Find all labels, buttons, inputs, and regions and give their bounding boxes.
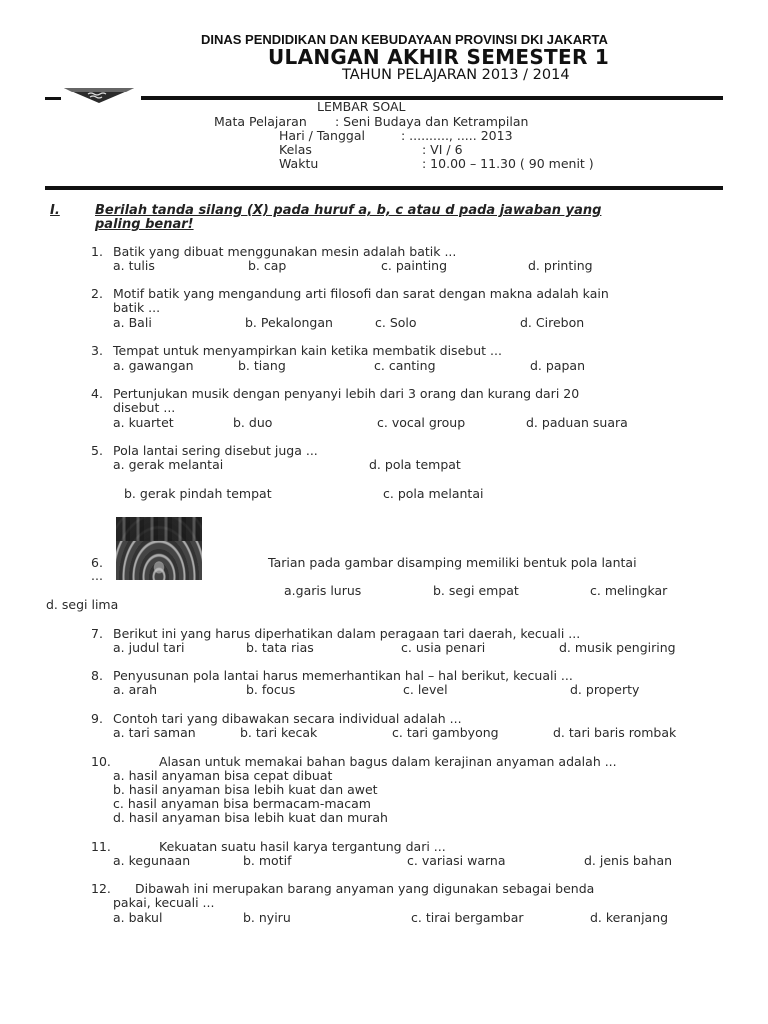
question-text: Pola lantai sering disebut juga ...	[113, 443, 318, 458]
question-number: 1.	[91, 244, 103, 259]
time-label: Waktu	[279, 156, 319, 171]
header-rule-bottom	[45, 186, 723, 190]
question-number: 3.	[91, 343, 103, 358]
option-d[interactable]: d. paduan suara	[526, 415, 628, 430]
option-c[interactable]: c. pola melantai	[383, 486, 484, 501]
option-c[interactable]: c. variasi warna	[407, 853, 506, 868]
option-b[interactable]: b. Pekalongan	[245, 315, 333, 330]
option-c[interactable]: c. melingkar	[590, 583, 668, 598]
option-a[interactable]: a. tulis	[113, 258, 155, 273]
question-text: Motif batik yang mengandung arti filosofi dan sarat dengan makna adalah kain	[113, 286, 609, 301]
time-value: : 10.00 – 11.30 ( 90 menit )	[422, 156, 594, 171]
header-rule-top	[141, 96, 723, 100]
date-label: Hari / Tanggal	[279, 128, 365, 143]
question-number: 2.	[91, 286, 103, 301]
question-text-cont: ...	[91, 568, 103, 583]
option-c[interactable]: c. level	[403, 682, 448, 697]
option-b[interactable]: b. hasil anyaman bisa lebih kuat dan awet	[113, 782, 378, 797]
option-c[interactable]: c. canting	[374, 358, 436, 373]
option-b[interactable]: b. segi empat	[433, 583, 519, 598]
option-b[interactable]: b. nyiru	[243, 910, 291, 925]
option-a[interactable]: a. judul tari	[113, 640, 185, 655]
date-value: : .........., ..... 2013	[401, 128, 513, 143]
option-d[interactable]: d. hasil anyaman bisa lebih kuat dan murah	[113, 810, 388, 825]
option-d[interactable]: d. printing	[528, 258, 593, 273]
option-a[interactable]: a. gawangan	[113, 358, 194, 373]
option-b[interactable]: b. cap	[248, 258, 287, 273]
question-text: Kekuatan suatu hasil karya tergantung dari ...	[159, 839, 446, 854]
option-b[interactable]: b. gerak pindah tempat	[124, 486, 272, 501]
question-number: 11.	[91, 839, 111, 854]
option-b[interactable]: b. focus	[246, 682, 296, 697]
section-number: I.	[50, 203, 60, 218]
subject-value: : Seni Budaya dan Ketrampilan	[335, 114, 529, 129]
option-a[interactable]: a. gerak melantai	[113, 457, 224, 472]
option-d[interactable]: d. jenis bahan	[584, 853, 673, 868]
option-b[interactable]: b. tata rias	[246, 640, 314, 655]
question-text-cont: batik ...	[113, 300, 161, 315]
class-value: : VI / 6	[422, 142, 463, 157]
question-text: Batik yang dibuat menggunakan mesin adalah batik ...	[113, 244, 457, 259]
question-text: Pertunjukan musik dengan penyanyi lebih dari 3 orang dan kurang dari 20	[113, 386, 580, 401]
option-d[interactable]: d. pola tempat	[369, 457, 461, 472]
option-b[interactable]: b. motif	[243, 853, 292, 868]
sheet-label: LEMBAR SOAL	[317, 99, 406, 114]
option-c[interactable]: c. Solo	[375, 315, 417, 330]
option-a[interactable]: a. tari saman	[113, 725, 196, 740]
question-number: 10.	[91, 754, 111, 769]
question-text: Dibawah ini merupakan barang anyaman yang digunakan sebagai benda	[135, 881, 595, 896]
option-b[interactable]: b. duo	[233, 415, 273, 430]
institution-name: DINAS PENDIDIKAN DAN KEBUDAYAAN PROVINSI DKI JAKARTA	[201, 32, 608, 47]
question-text: Berikut ini yang harus diperhatikan dalam peragaan tari daerah, kecuali ...	[113, 626, 581, 641]
option-a[interactable]: a. arah	[113, 682, 157, 697]
option-c[interactable]: c. tirai bergambar	[411, 910, 524, 925]
option-a[interactable]: a.garis lurus	[284, 583, 362, 598]
option-d[interactable]: d. papan	[530, 358, 585, 373]
question-number: 4.	[91, 386, 103, 401]
option-d[interactable]: d. segi lima	[46, 597, 119, 612]
question-text: Penyusunan pola lantai harus memerhantikan hal – hal berikut, kecuali ...	[113, 668, 573, 683]
option-a[interactable]: a. kegunaan	[113, 853, 191, 868]
option-d[interactable]: d. Cirebon	[520, 315, 585, 330]
question-number: 6.	[91, 555, 103, 570]
option-a[interactable]: a. kuartet	[113, 415, 174, 430]
option-b[interactable]: b. tari kecak	[240, 725, 318, 740]
option-a[interactable]: a. hasil anyaman bisa cepat dibuat	[113, 768, 333, 783]
question-number: 5.	[91, 443, 103, 458]
exam-title: ULANGAN AKHIR SEMESTER 1	[268, 45, 610, 69]
option-d[interactable]: d. musik pengiring	[559, 640, 676, 655]
question-number: 12.	[91, 881, 111, 896]
jakarta-emblem-icon	[64, 86, 134, 104]
option-c[interactable]: c. usia penari	[401, 640, 486, 655]
subject-label: Mata Pelajaran	[214, 114, 307, 129]
question-number: 9.	[91, 711, 103, 726]
option-c[interactable]: c. painting	[381, 258, 448, 273]
question-text: Tempat untuk menyampirkan kain ketika membatik disebut ...	[113, 343, 502, 358]
dance-formation-photo	[116, 517, 202, 580]
question-number: 8.	[91, 668, 103, 683]
option-a[interactable]: a. Bali	[113, 315, 152, 330]
option-b[interactable]: b. tiang	[238, 358, 286, 373]
question-text-cont: disebut ...	[113, 400, 176, 415]
class-label: Kelas	[279, 142, 312, 157]
option-c[interactable]: c. tari gambyong	[392, 725, 499, 740]
option-c[interactable]: c. vocal group	[377, 415, 466, 430]
option-d[interactable]: d. keranjang	[590, 910, 669, 925]
question-text: Contoh tari yang dibawakan secara individual adalah ...	[113, 711, 462, 726]
section-instruction-line1: Berilah tanda silang (X) pada huruf a, b, c atau d pada jawaban yang	[95, 203, 602, 218]
header-rule-left	[45, 97, 61, 100]
question-text-cont: pakai, kecuali ...	[113, 895, 215, 910]
section-instruction-line2: paling benar!	[95, 217, 194, 232]
option-d[interactable]: d. property	[570, 682, 640, 697]
question-number: 7.	[91, 626, 103, 641]
option-a[interactable]: a. bakul	[113, 910, 163, 925]
academic-year: TAHUN PELAJARAN 2013 / 2014	[342, 67, 570, 83]
question-text: Alasan untuk memakai bahan bagus dalam kerajinan anyaman adalah ...	[159, 754, 617, 769]
option-c[interactable]: c. hasil anyaman bisa bermacam-macam	[113, 796, 371, 811]
option-d[interactable]: d. tari baris rombak	[553, 725, 677, 740]
question-text: Tarian pada gambar disamping memiliki bentuk pola lantai	[268, 555, 637, 570]
